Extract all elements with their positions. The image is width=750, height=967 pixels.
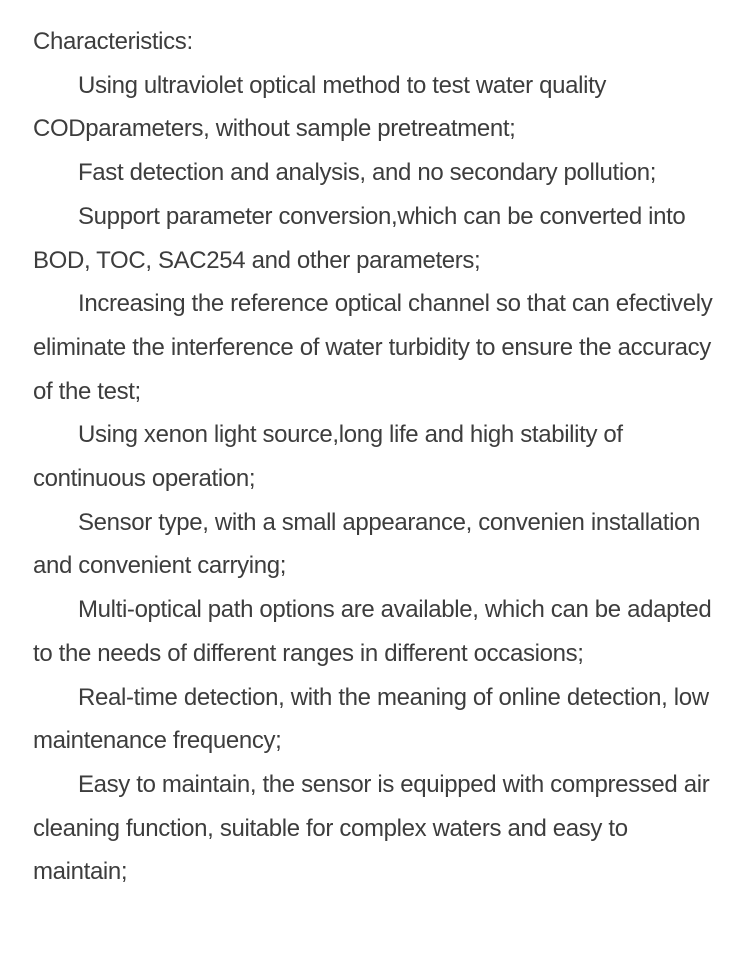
characteristics-section xyxy=(33,20,723,894)
characteristic-item: Support parameter conversion,which can be converted into BOD, TOC, SAC254 and other parameters; xyxy=(33,202,686,274)
characteristic-item: Sensor type, with a small appearance, convenien installation and convenient carrying; xyxy=(33,508,701,580)
characteristics-heading: Characteristics: xyxy=(33,28,193,55)
characteristic-item: Multi-optical path options are available, which can be adapted to the needs of different ranges in different occasions; xyxy=(33,596,712,667)
characteristic-item: Using ultraviolet optical method to test water quality CODparameters, without sample pretreatment; xyxy=(33,71,607,143)
characteristic-item: Increasing the reference optical channel so that can efectively eliminate the interference of water turbidity to ensure the accuracy of the test; xyxy=(33,290,713,405)
characteristic-item: Using xenon light source,long life and high stability of continuous operation; xyxy=(33,421,623,493)
characteristic-item: Fast detection and analysis, and no secondary pollution; xyxy=(78,159,657,187)
characteristic-item: Real-time detection, with the meaning of online detection, low maintenance frequency; xyxy=(33,683,709,755)
characteristic-item: Easy to maintain, the sensor is equipped with compressed air cleaning function, suitable for complex waters and easy to maintain; xyxy=(33,770,710,886)
